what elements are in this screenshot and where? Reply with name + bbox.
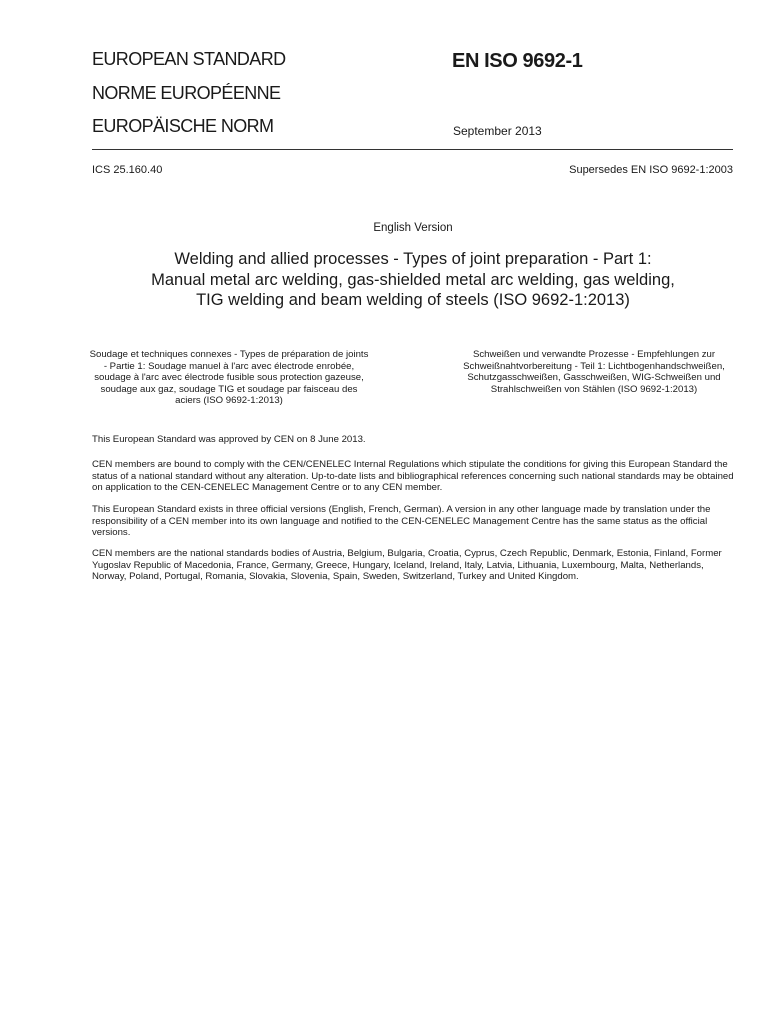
title-european-standard: EUROPEAN STANDARD (92, 49, 286, 69)
standard-number: EN ISO 9692-1 (452, 50, 583, 72)
french-title: Soudage et techniques connexes - Types de préparation de joints - Partie 1: Soudage manuel à l'arc avec électrode enrobée, soudage à l'arc avec électrode fusible sous protection gazeuse, soudage aux gaz, soudage TIG et soudage par faisceau des aciers (ISO 9692-1:2013) (89, 349, 369, 407)
publication-date: September 2013 (453, 124, 542, 138)
version-label: English Version (373, 222, 453, 234)
members-paragraph: CEN members are the national standards bodies of Austria, Belgium, Bulgaria, Croatia, Cyprus, Czech Republic, Denmark, Estonia, Finland, Former Yugoslav Republic of Macedonia, France, Germany, Greece, Hungary, Iceland, Ireland, Italy, Latvia, Lithuania, Luxembourg, Malta, Netherlands, Norway, Poland, Portugal, Romania, Slovakia, Slovenia, Spain, Sweden, Switzerland, Turkey and United Kingdom. (92, 548, 722, 583)
german-title: Schweißen und verwandte Prozesse - Empfehlungen zur Schweißnahtvorbereitung - Teil 1: Lichtbogenhandschweißen, Schutzgasschweißen, Gasschweißen, WIG-Schweißen und Strahlschweißen von Stählen (ISO 9692-1:2013) (463, 349, 725, 395)
title-europaische-norm: EUROPÄISCHE NORM (92, 116, 274, 136)
compliance-paragraph: CEN members are bound to comply with the CEN/CENELEC Internal Regulations which stipulate the conditions for giving this European Standard the status of a national standard without any alteration. Up-to-date lists and bibliographical references concerning such national standards may be obtained on application to the CEN-CENELEC Management Centre or to any CEN member. (92, 459, 734, 494)
header-divider (92, 149, 733, 150)
approval-paragraph: This European Standard was approved by CEN on 8 June 2013. (92, 434, 366, 445)
title-norme-europeenne: NORME EUROPÉENNE (92, 83, 281, 103)
document-title: Welding and allied processes - Types of joint preparation - Part 1: Manual metal arc welding, gas-shielded metal arc welding, gas welding, TIG welding and beam welding of steels (ISO 9692-1:2013) (151, 250, 675, 309)
ics-code: ICS 25.160.40 (92, 164, 163, 176)
versions-paragraph: This European Standard exists in three official versions (English, French, German). A version in any other language made by translation under the responsibility of a CEN member into its own language and notified to the CEN-CENELEC Management Centre has the same status as the official versions. (92, 504, 711, 539)
supersedes-note: Supersedes EN ISO 9692-1:2003 (569, 164, 733, 176)
